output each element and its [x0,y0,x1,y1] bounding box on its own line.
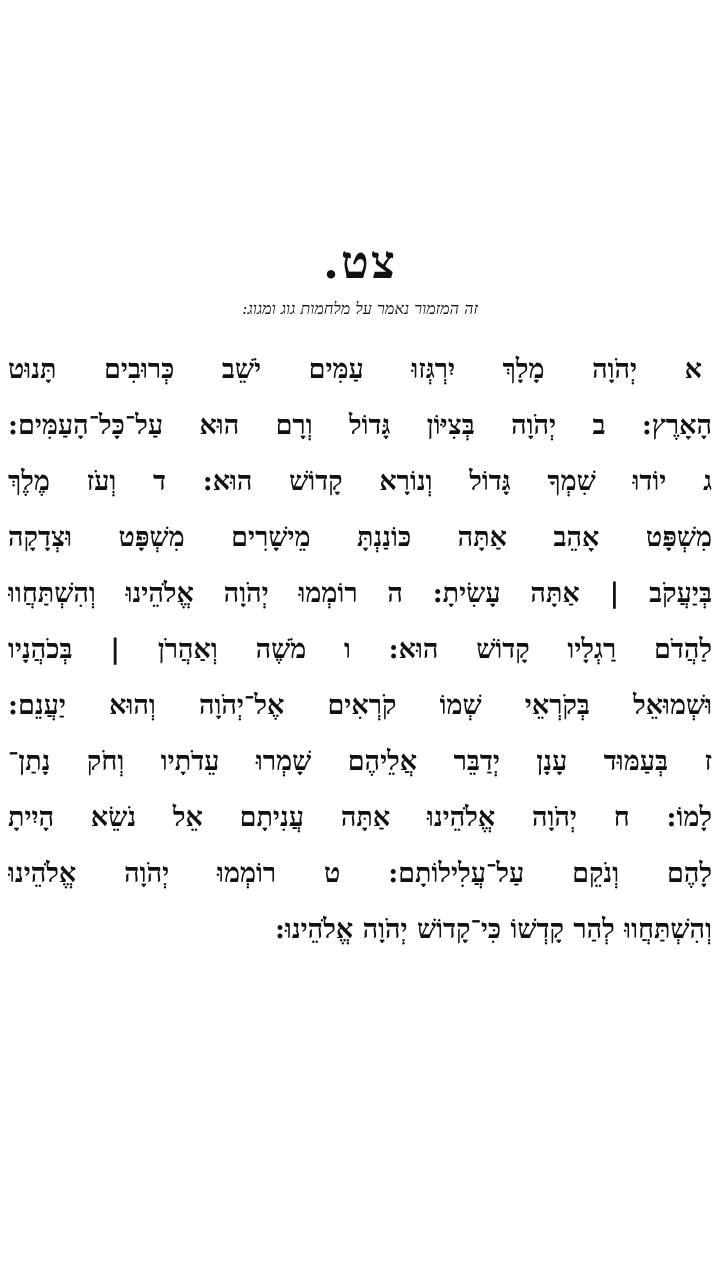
text-line-6: לַהֲדֹם רַגְלָיו קָדוֹשׁ הוּא: ו מֹשֶׁה וְאַהֲרֹן | בְּכֹהֲנָיו [8,634,712,665]
text-line-5: בְּיַעֲקֹב | אַתָּה עָשִׂיתָ: ה רוֹמְמוּ יְהֹוָה אֱלֹהֵינוּ וְהִשְׁתַּחֲווּ [8,578,712,609]
psalm-text [8,342,712,958]
psalm-subtitle: זה המזמור נאמר על מלחמות גוג ומגוג: [242,299,478,318]
text-line-2: הָאָרֶץ: ב יְהֹוָה בְּצִיּוֹן גָּדוֹל וְרָם הוּא עַל־כָּל־הָעַמִּים: [8,410,712,441]
text-line-11: וְהִשְׁתַּחֲווּ לְהַר קָדְשׁוֹ כִּי־קָדוֹשׁ יְהֹוָה אֱלֹהֵינוּ: [274,914,712,945]
text-line-1: א יְהֹוָה מָלָךְ יִרְגְּזוּ עַמִּים יֹשֵׁב כְּרוּבִים תָּנוּט [8,354,702,385]
text-line-10: לָהֶם וְנֹקֵם עַל־עֲלִילוֹתָם: ט רוֹמְמוּ יְהֹוָה אֱלֹהֵינוּ [8,858,712,889]
text-line-8: ז בְּעַמּוּד עָנָן יְדַבֵּר אֲלֵיהֶם שָׁמְרוּ עֵדֹתָיו וְחֹק נָתַן־ [8,746,712,777]
text-line-3: ג יוֹדוּ שִׁמְךָ גָּדוֹל וְנוֹרָא קָדוֹשׁ הוּא: ד וְעֹז מֶלֶךְ [8,466,712,497]
text-line-9: לָמוֹ: ח יְהֹוָה אֱלֹהֵינוּ אַתָּה עֲנִיתָם אֵל נֹשֵׂא הָיִיתָ [8,802,712,833]
psalm-title: צט. [323,235,397,289]
text-line-4: מִשְׁפָּט אָהֵב אַתָּה כּוֹנַנְתָּ מֵישָׁרִים מִשְׁפָּט וּצְדָקָה [8,522,712,553]
text-line-7: וּשְׁמוּאֵל בְּקֹרְאֵי שְׁמוֹ קֹרְאִים אֶל־יְהֹוָה וְהוּא יַעֲנֵם: [8,690,712,721]
